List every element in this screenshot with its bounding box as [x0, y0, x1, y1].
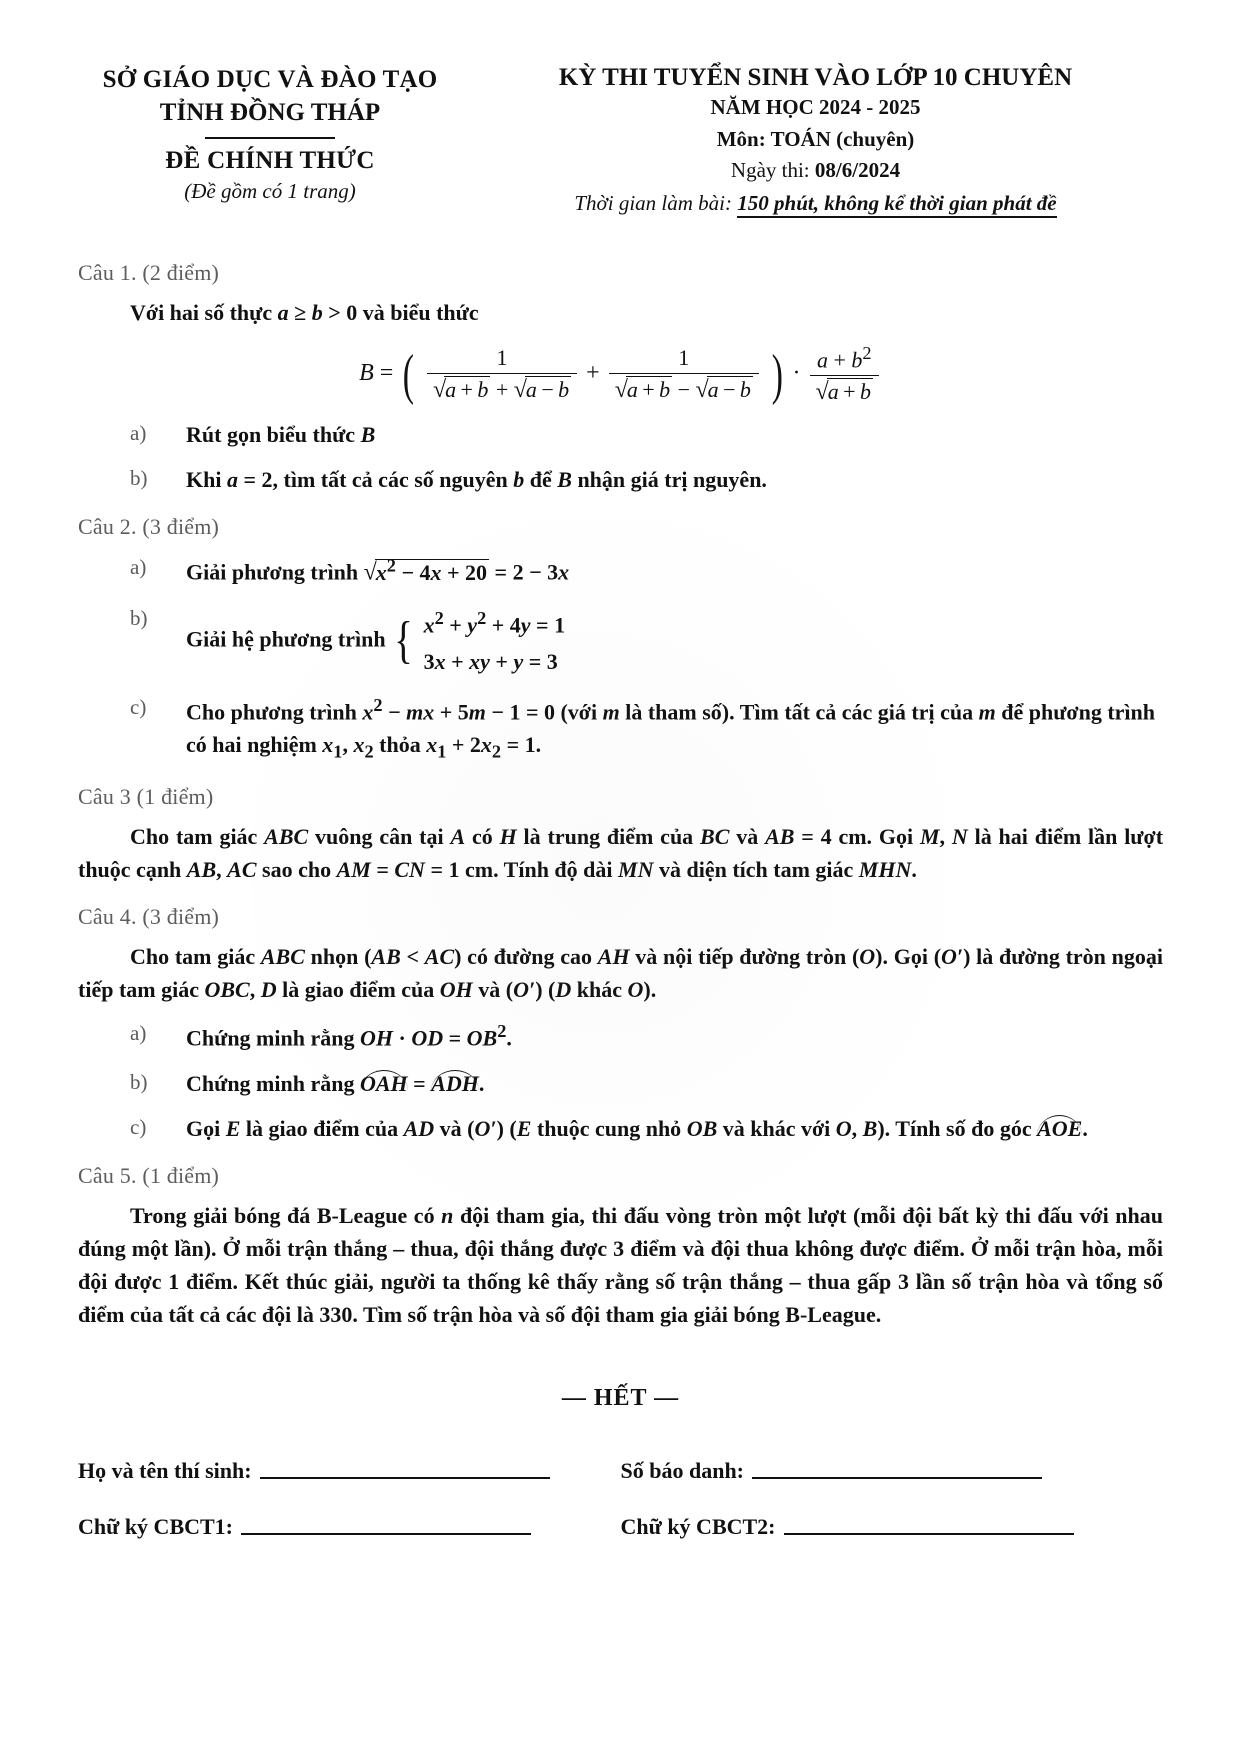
- question-2-item-a: [78, 552, 1163, 590]
- proctor-2-line[interactable]: [784, 1533, 1074, 1535]
- question-4-item-c: [78, 1112, 1163, 1145]
- proctor-1-label: Chữ ký CBCT1:: [78, 1513, 234, 1539]
- candidate-number-line[interactable]: [752, 1477, 1042, 1479]
- question-3-heading: Câu 3 (1 điểm): [78, 784, 214, 810]
- proctor-1-signature-field[interactable]: [78, 1514, 621, 1540]
- question-1-item-a: [78, 418, 1163, 451]
- question-2-item-b: [78, 603, 1163, 680]
- document-body: [0, 216, 1241, 1412]
- question-1-item-b: [78, 463, 1163, 496]
- item-text: Chứng minh rằng OAH = ADH.: [186, 1070, 485, 1096]
- item-label: a): [130, 555, 147, 580]
- item-label: b): [130, 466, 148, 491]
- item-text: Chứng minh rằng OH · OD = $OB^2$.: [186, 1021, 512, 1051]
- question-1-intro: Với hai số thực a ≥ b > 0 và biểu thức: [130, 300, 479, 325]
- proctor-2-label: Chữ ký CBCT2:: [620, 1513, 776, 1539]
- question-4-body: Cho tam giác ABC nhọn (AB < AC) có đường cao AH và nội tiếp đường tròn (O). Gọi (O′) là đường tròn ngoại tiếp tam giác OBC, D là giao điểm của OH và (O′) (D khác O).: [78, 944, 1163, 1003]
- exam-duration-value: 150 phút, không kể thời gian phát đề: [737, 191, 1056, 218]
- question-3-body: Cho tam giác ABC vuông cân tại A có H là trung điểm của BC và AB = 4 cm. Gọi M, N là hai điểm lần lượt thuộc cạnh AB, AC sao cho AM = CN = 1 cm. Tính độ dài MN và diện tích tam giác MHN.: [78, 824, 1164, 883]
- signature-row-1: [78, 1458, 1163, 1484]
- end-marker: — HẾT —: [561, 1384, 680, 1411]
- item-text: Khi a = 2, tìm tất cả các số nguyên b để B nhận giá trị nguyên.: [186, 467, 767, 493]
- item-label: c): [130, 694, 147, 719]
- candidate-name-field[interactable]: [78, 1458, 621, 1484]
- page-count-note: (Đề gồm có 1 trang): [184, 179, 356, 203]
- question-5-heading: Câu 5. (1 điểm): [78, 1162, 220, 1188]
- question-1-formula: B = ( $\frac{1}{√a + b + √a - b}$ + $\frac{1}{√a + b - √a - b}$ ) · $\frac{a + b^2}{√a + b}$: [78, 343, 1163, 406]
- candidate-name-label: Họ và tên thí sinh:: [78, 1457, 252, 1483]
- header-right-block: [470, 58, 1161, 216]
- question-2-heading: Câu 2. (3 điểm): [78, 514, 220, 540]
- candidate-number-label: Số báo danh:: [620, 1457, 745, 1483]
- candidate-number-field[interactable]: [621, 1458, 1164, 1484]
- exam-date-label: Ngày thi:: [730, 158, 810, 182]
- department-line-1: SỞ GIÁO DỤC VÀ ĐÀO TẠO: [102, 66, 438, 93]
- official-exam-label: ĐỀ CHÍNH THỨC: [165, 147, 375, 174]
- signature-block: [0, 1458, 1241, 1540]
- question-2-item-c: [78, 692, 1163, 766]
- school-year: NĂM HỌC 2024 - 2025: [710, 95, 921, 119]
- item-text: Giải phương trình $√x^2 - 4x + 20 = 2 - 3x$: [186, 555, 570, 586]
- exam-date-row: [470, 158, 1161, 183]
- question-1-heading: Câu 1. (2 điểm): [78, 260, 220, 285]
- header-divider: [205, 137, 335, 139]
- signature-row-2: [78, 1514, 1163, 1540]
- proctor-1-line[interactable]: [241, 1533, 531, 1535]
- question-5-body: Trong giải bóng đá B-League có n đội tham gia, thi đấu vòng tròn một lượt (mỗi đội bất kỳ thi đấu với nhau đúng một lần). Ở mỗi trận thắng – thua, đội thắng được 3 điểm và đội thua không được điểm. Ở mỗi trận hòa, mỗi đội được 1 điểm. Kết thúc giải, người ta thống kê thấy rằng số trận thắng – thua gấp 3 lần số trận hòa và tổng số điểm của tất cả các đội là 330. Tìm số trận hòa và số đội tham gia giải bóng B-League.: [78, 1202, 1163, 1327]
- item-text: Rút gọn biểu thức B: [186, 422, 376, 448]
- question-4-heading: Câu 4. (3 điểm): [78, 904, 220, 930]
- proctor-2-signature-field[interactable]: [621, 1514, 1164, 1540]
- item-label: b): [130, 605, 148, 630]
- exam-date-value: 08/6/2024: [814, 158, 901, 182]
- candidate-name-line[interactable]: [260, 1477, 550, 1479]
- header-left-block: [70, 58, 470, 216]
- item-label: a): [130, 1021, 147, 1046]
- document-header: [0, 0, 1241, 216]
- exam-subject: Môn: TOÁN (chuyên): [716, 127, 915, 151]
- item-label: b): [130, 1069, 148, 1094]
- exam-title: KỲ THI TUYỂN SINH VÀO LỚP 10 CHUYÊN: [558, 64, 1073, 91]
- question-4-item-a: [78, 1018, 1163, 1054]
- item-text: Cho phương trình $x^2$ − mx + 5m − 1 = 0 (với m là tham số). Tìm tất cả các giá trị của m để phương trình có hai nghiệm $x_1$, $x_2$ thỏa $x_1 + 2x_2 = 1$.: [186, 694, 1155, 762]
- item-label: a): [130, 421, 147, 446]
- exam-duration-label: Thời gian làm bài:: [574, 191, 733, 215]
- item-text: Giải hệ phương trình { $x^2 + y^2 + 4y = 1$ 3x + xy + y = 3: [186, 607, 566, 674]
- exam-duration-row: [470, 191, 1161, 216]
- department-line-2: TỈNH ĐỒNG THÁP: [159, 99, 381, 126]
- item-text: Gọi E là giao điểm của AD và (O′) (E thuộc cung nhỏ OB và khác với O, B). Tính số đo góc AOE.: [186, 1115, 1088, 1141]
- question-4-item-b: [78, 1067, 1163, 1100]
- item-label: c): [130, 1114, 147, 1139]
